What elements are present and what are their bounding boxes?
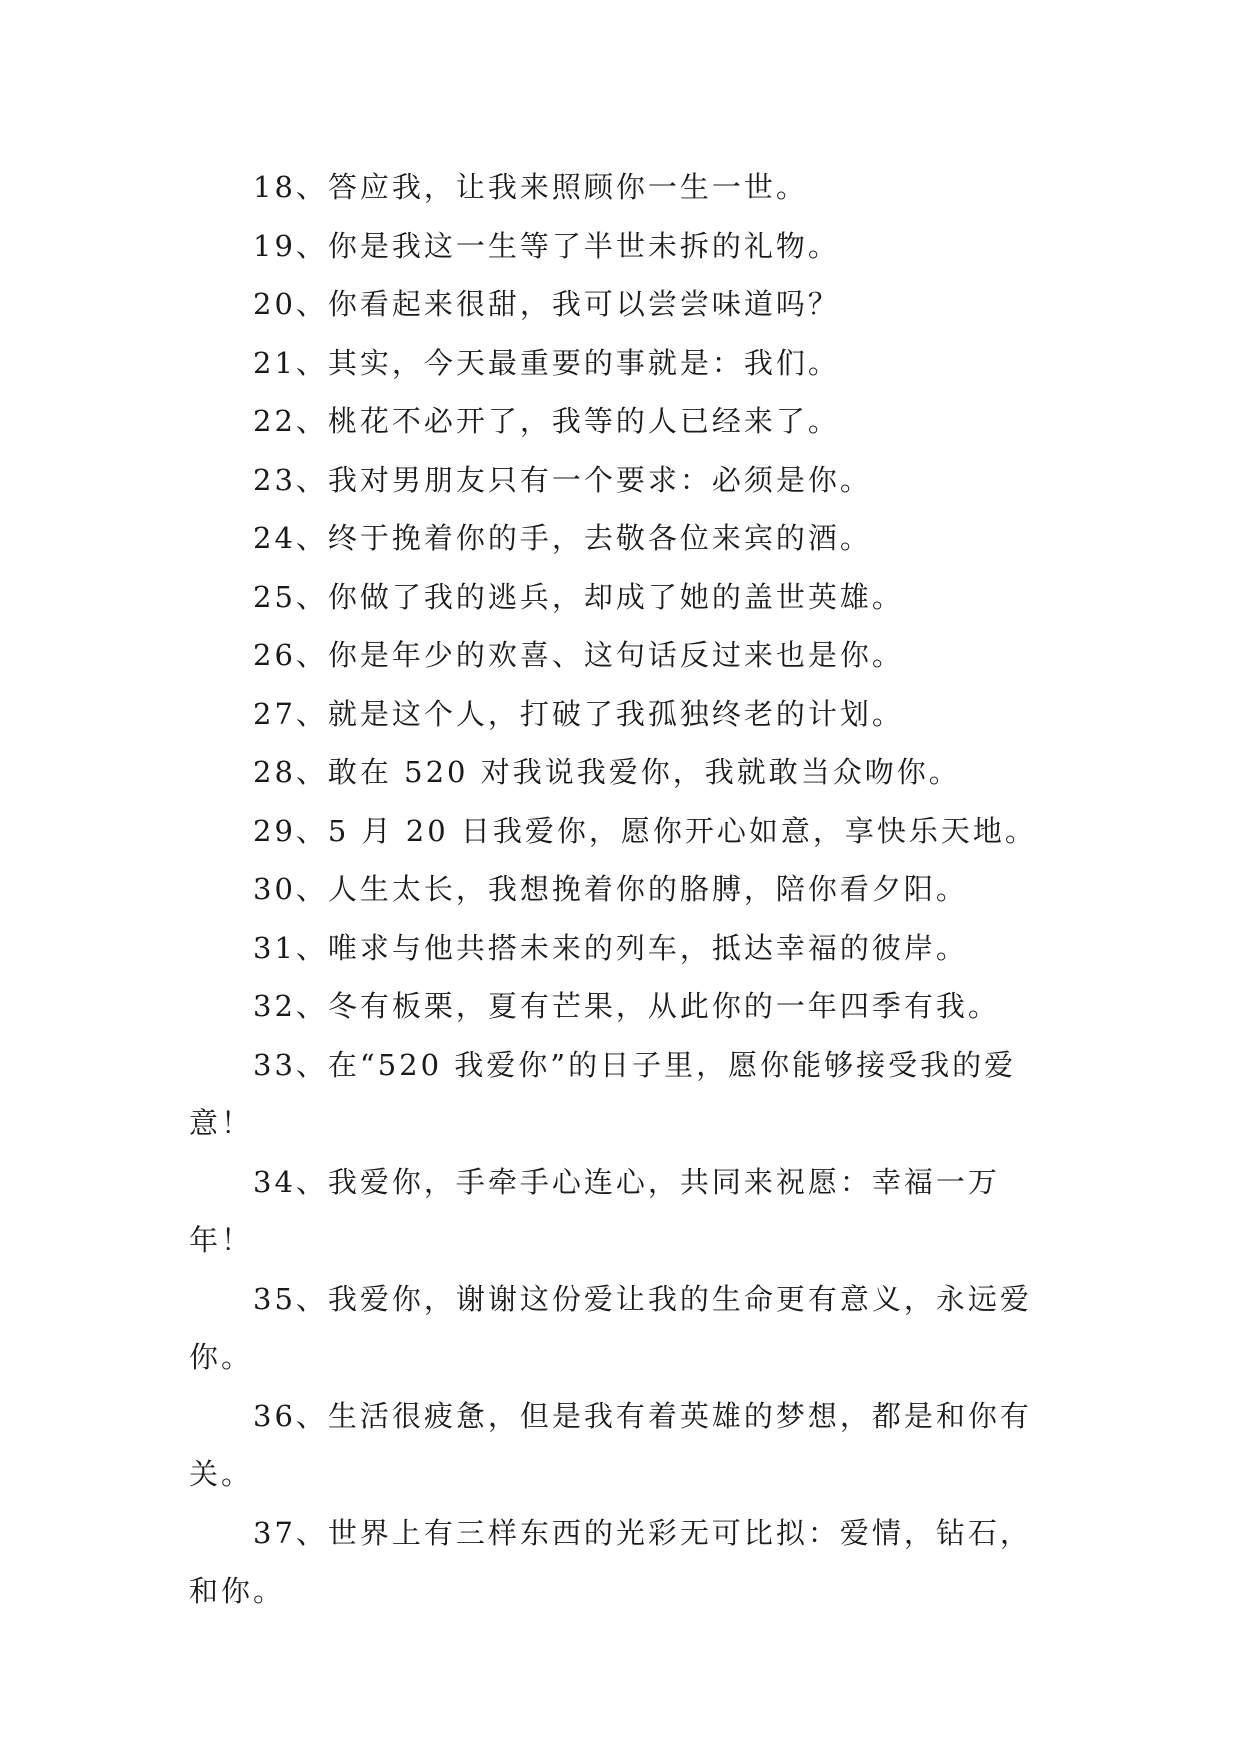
paragraph-33: 33、在“520 我爱你”的日子里，愿你能够接受我的爱意！ bbox=[189, 1047, 1017, 1140]
paragraph-18: 18、答应我，让我来照顾你一生一世。 bbox=[253, 170, 808, 204]
paragraph-34: 34、我爱你，手牵手心连心，共同来祝愿：幸福一万年！ bbox=[189, 1164, 1000, 1257]
paragraph-37: 37、世界上有三样东西的光彩无可比拟：爱情，钻石，和你。 bbox=[189, 1515, 1032, 1608]
paragraph-35: 35、我爱你，谢谢这份爱让我的生命更有意义，永远爱你。 bbox=[189, 1281, 1032, 1374]
paragraph-30: 30、人生太长，我想挽着你的胳膊，陪你看夕阳。 bbox=[253, 872, 968, 906]
paragraph-31: 31、唯求与他共搭未来的列车，抵达幸福的彼岸。 bbox=[253, 930, 968, 965]
paragraph-27: 27、就是这个人，打破了我孤独终老的计划。 bbox=[253, 696, 904, 731]
paragraph-32: 32、冬有板栗，夏有芒果，从此你的一年四季有我。 bbox=[253, 989, 1000, 1023]
paragraph-20: 20、你看起来很甜，我可以尝尝味道吗？ bbox=[253, 287, 840, 321]
paragraph-36: 36、生活很疲惫，但是我有着英雄的梦想，都是和你有关。 bbox=[189, 1398, 1032, 1491]
paragraph-26: 26、你是年少的欢喜、这句话反过来也是你。 bbox=[253, 638, 904, 672]
document-body bbox=[189, 158, 1049, 1621]
paragraph-22: 22、桃花不必开了，我等的人已经来了。 bbox=[253, 404, 840, 438]
paragraph-24: 24、终于挽着你的手，去敬各位来宾的酒。 bbox=[253, 521, 872, 555]
paragraph-19: 19、你是我这一生等了半世未拆的礼物。 bbox=[253, 228, 840, 263]
paragraph-29: 29、5 月 20 日我爱你，愿你开心如意，享快乐天地。 bbox=[253, 813, 1037, 848]
paragraph-23: 23、我对男朋友只有一个要求：必须是你。 bbox=[253, 462, 872, 497]
paragraph-21: 21、其实，今天最重要的事就是：我们。 bbox=[253, 345, 840, 380]
paragraph-28: 28、敢在 520 对我说我爱你，我就敢当众吻你。 bbox=[253, 755, 961, 789]
paragraph-25: 25、你做了我的逃兵，却成了她的盖世英雄。 bbox=[253, 579, 904, 614]
